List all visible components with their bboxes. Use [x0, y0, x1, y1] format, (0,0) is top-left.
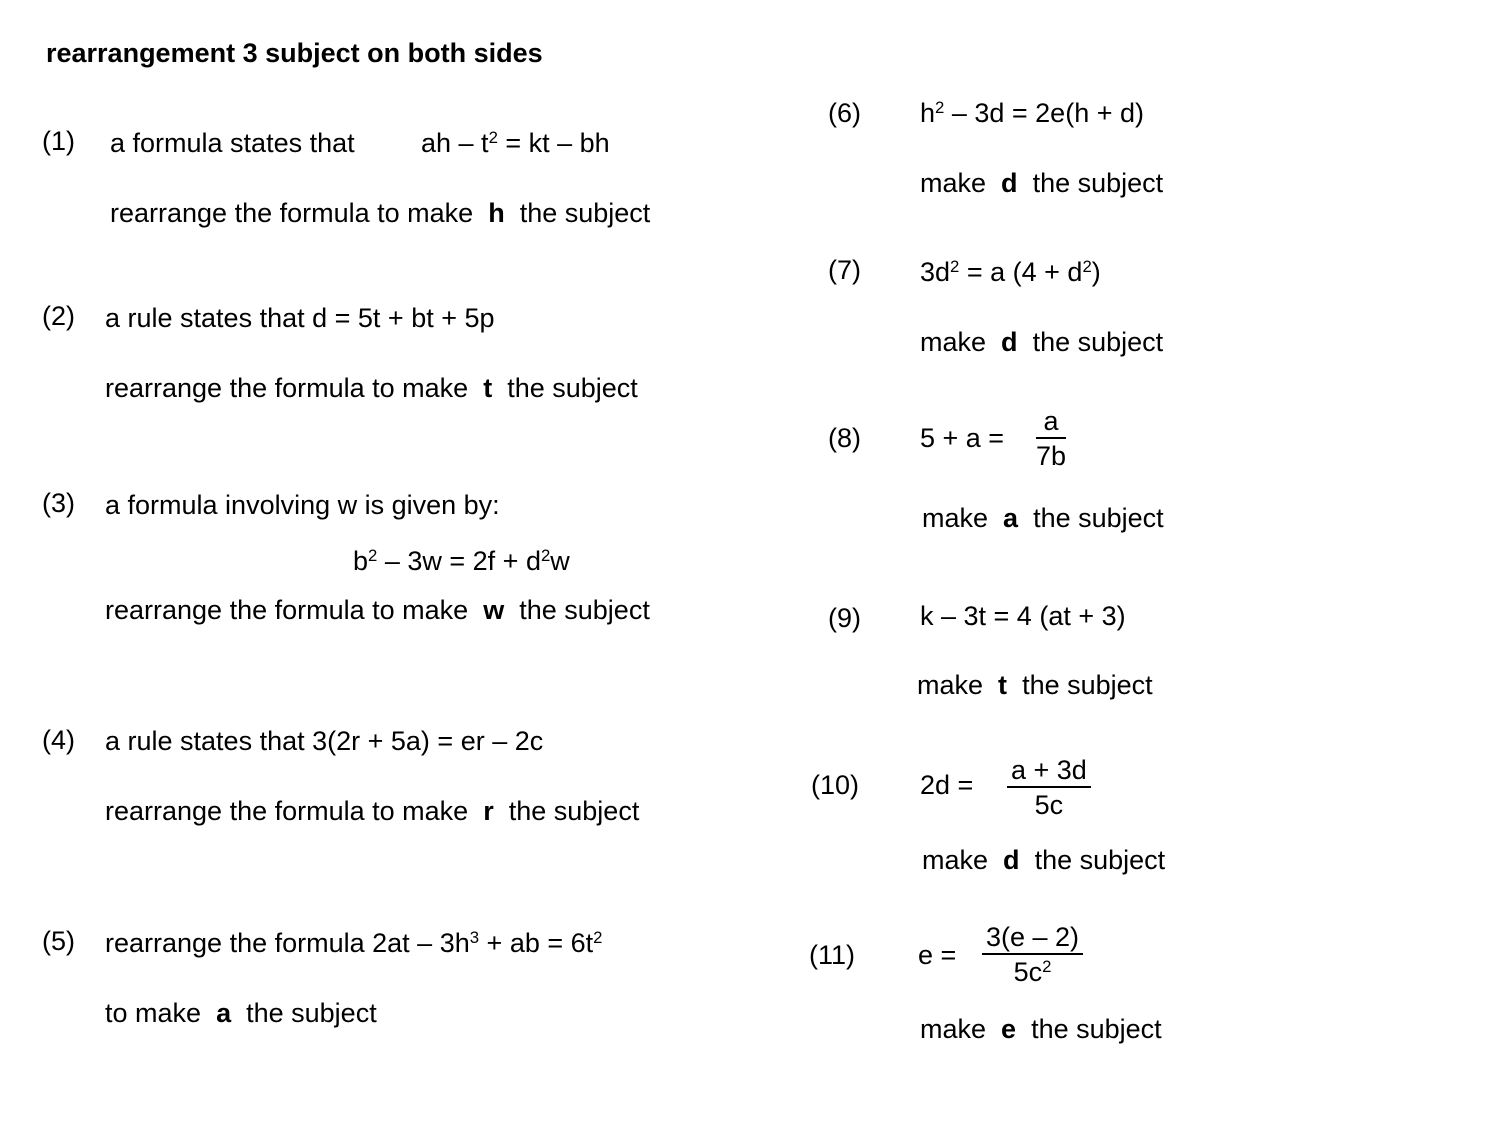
question-number-5: (5) — [42, 926, 75, 956]
question-2-intro: a rule states that d = 5t + bt + 5p — [105, 303, 495, 333]
question-3-instruction: rearrange the formula to make w the subject — [105, 595, 650, 625]
question-10-lhs: 2d = — [920, 770, 974, 800]
question-11-fraction — [982, 924, 1083, 986]
subject-variable: d — [1003, 845, 1020, 875]
question-number-11: (11) — [809, 940, 856, 970]
question-1-equation: ah – $t^2$ = kt – bh — [421, 127, 610, 158]
question-6-equation: $h^2 - 3d = 2e(h + d)$ — [920, 97, 1144, 128]
fraction-denominator: $5c^2$ — [1013, 956, 1052, 987]
subject-variable: r — [483, 796, 494, 826]
question-8-instruction: make a the subject — [922, 503, 1164, 533]
fraction-denominator: 5c — [1034, 790, 1064, 820]
question-3-equation: $b^2 - 3w = 2f + d^2w$ — [353, 545, 570, 576]
question-number-3: (3) — [42, 488, 75, 518]
question-9-equation: k – 3t = 4 (at + 3) — [920, 601, 1126, 631]
question-5-instruction: to make a the subject — [105, 998, 377, 1028]
fraction-numerator: a + 3d — [1007, 757, 1091, 788]
question-number-10: (10) — [811, 770, 860, 800]
question-6-instruction: make d the subject — [920, 168, 1164, 198]
fraction-numerator: a — [1036, 408, 1066, 439]
question-8-fraction — [1036, 408, 1066, 470]
question-10-instruction: make d the subject — [922, 845, 1166, 875]
subject-variable: a — [1003, 503, 1019, 533]
question-7-instruction: make d the subject — [920, 327, 1164, 357]
question-number-7: (7) — [828, 255, 861, 285]
question-3-intro: a formula involving w is given by: — [105, 490, 500, 520]
fraction-numerator: 3(e – 2) — [982, 924, 1083, 955]
question-4-instruction: rearrange the formula to make r the subject — [105, 796, 640, 826]
question-7-equation: $3d^2 = a$ $(4 + d^2)$ — [920, 256, 1101, 287]
subject-variable: t — [483, 373, 493, 403]
question-1-intro: a formula states that — [110, 128, 355, 158]
fraction-denominator: 7b — [1036, 441, 1067, 471]
subject-variable: e — [1001, 1014, 1017, 1044]
question-11-lhs: e = — [918, 940, 957, 970]
question-1-instruction: rearrange the formula to make h the subject — [110, 198, 651, 228]
question-5-intro: rearrange the formula $2at - 3h^3$ + ab = $6t^2$ — [105, 927, 603, 958]
question-11-instruction: make e the subject — [920, 1014, 1162, 1044]
question-9-instruction: make t the subject — [917, 670, 1153, 700]
question-number-4: (4) — [42, 725, 75, 755]
question-number-9: (9) — [828, 603, 861, 633]
question-number-2: (2) — [42, 301, 75, 331]
question-2-instruction: rearrange the formula to make t the subject — [105, 373, 638, 403]
subject-variable: a — [216, 998, 232, 1028]
question-4-intro: a rule states that 3(2r + 5a) = er – 2c — [105, 726, 544, 756]
question-8-lhs: 5 + a = — [920, 423, 1005, 453]
subject-variable: d — [1001, 327, 1018, 357]
subject-variable: h — [488, 198, 505, 228]
subject-variable: w — [483, 595, 505, 625]
subject-variable: d — [1001, 168, 1018, 198]
page-title: rearrangement 3 subject on both sides — [46, 38, 543, 68]
question-number-1: (1) — [42, 126, 75, 156]
question-number-8: (8) — [828, 423, 861, 453]
subject-variable: t — [998, 670, 1008, 700]
question-number-6: (6) — [828, 98, 861, 128]
question-10-fraction — [1007, 757, 1091, 819]
